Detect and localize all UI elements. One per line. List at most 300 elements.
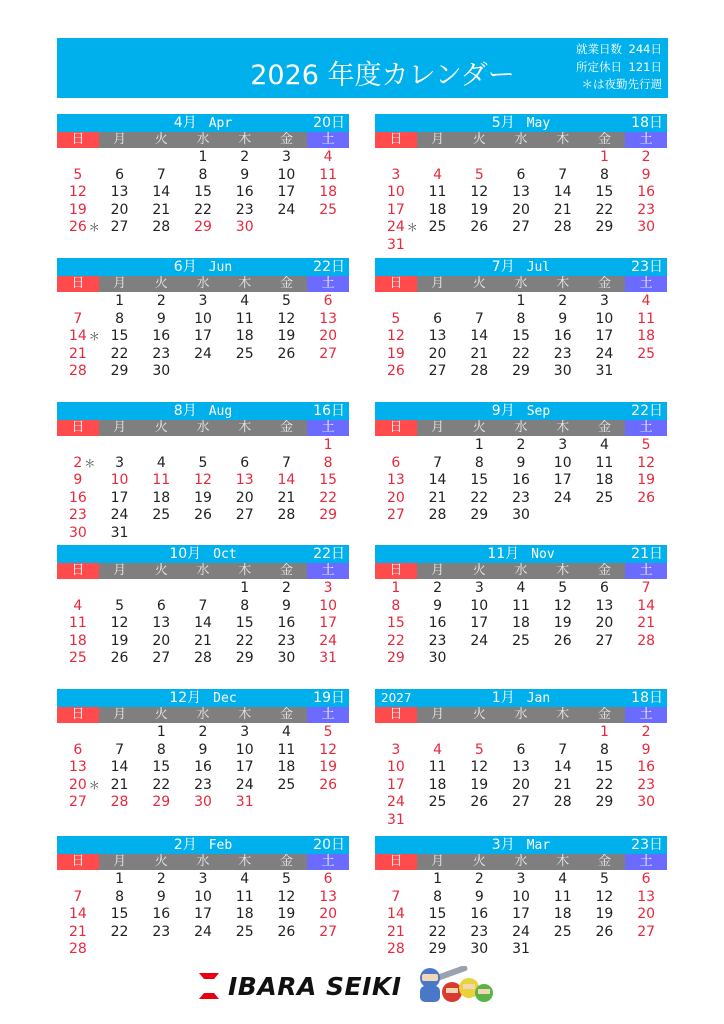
day-cell (458, 310, 500, 328)
day-cell (458, 870, 500, 888)
day-number: 23 (512, 489, 530, 506)
weekday-label: 金 (266, 132, 308, 148)
weekday-label: 火 (140, 132, 182, 148)
day-cell (417, 888, 459, 906)
month-en: Aug (208, 404, 233, 419)
day-cell (500, 614, 542, 632)
weekday-label: 水 (182, 854, 224, 870)
day-cell (307, 436, 349, 454)
day-number: 24 (595, 345, 614, 362)
day-number: 7 (156, 166, 166, 183)
day-cell (182, 888, 224, 906)
day-cell (500, 776, 542, 794)
day-cell (182, 905, 224, 923)
day-number: 21 (110, 776, 129, 793)
weekday-label: 金 (266, 854, 308, 870)
day-cell (224, 310, 266, 328)
weekday-label: 水 (500, 276, 542, 292)
day-cell (140, 614, 182, 632)
day-cell (307, 166, 349, 184)
empty-cell (57, 870, 99, 888)
weekday-label: 水 (182, 420, 224, 436)
day-cell (140, 923, 182, 941)
day-cell (500, 870, 542, 888)
day-cell (417, 776, 459, 794)
month-name (57, 836, 349, 855)
day-number: 15 (595, 759, 614, 776)
month-title-bar (57, 114, 349, 132)
day-cell (625, 345, 667, 363)
day-number: 21 (553, 776, 572, 793)
day-grid (375, 292, 667, 380)
day-cell (417, 166, 459, 184)
day-cell (224, 292, 266, 310)
day-cell (307, 327, 349, 345)
day-cell (224, 218, 266, 236)
day-cell (224, 489, 266, 507)
day-grid (375, 436, 667, 524)
weekday-label: 金 (266, 707, 308, 723)
day-number: 23 (68, 507, 87, 524)
day-number: 8 (115, 888, 125, 905)
empty-cell (57, 292, 99, 310)
day-number: 18 (428, 201, 447, 218)
day-number: 23 (553, 345, 572, 362)
day-cell (625, 183, 667, 201)
working-days-stat (576, 41, 662, 59)
day-number: 22 (235, 632, 254, 649)
day-cell (500, 183, 542, 201)
day-number: 22 (319, 489, 338, 506)
day-cell (458, 579, 500, 597)
day-number: 21 (68, 345, 87, 362)
day-number: 19 (319, 759, 338, 776)
weekday-label: 日 (57, 420, 99, 436)
page-title: 2026 年度カレンダー (250, 60, 515, 91)
day-number: 28 (68, 941, 87, 958)
day-number: 5 (281, 293, 291, 309)
day-cell (417, 923, 459, 941)
weekday-label: 水 (500, 132, 542, 148)
day-cell (458, 506, 500, 524)
company-logo (196, 966, 494, 1006)
day-number: 20 (512, 201, 530, 218)
day-cell (57, 597, 99, 615)
day-cell (140, 201, 182, 219)
day-cell (542, 454, 584, 472)
day-cell (99, 292, 141, 310)
day-number: 14 (68, 906, 87, 923)
day-number: 5 (474, 741, 484, 758)
day-number: 21 (386, 923, 405, 940)
month-jp: 2月 (173, 837, 197, 853)
day-cell (140, 506, 182, 524)
month-title-bar (375, 545, 667, 563)
day-cell (625, 166, 667, 184)
day-cell (57, 614, 99, 632)
day-number: 2 (281, 580, 291, 596)
day-number: 8 (198, 166, 208, 183)
day-number: 9 (240, 166, 250, 183)
day-cell (57, 632, 99, 650)
day-number: 26 (637, 489, 656, 506)
day-cell (584, 579, 626, 597)
day-cell (542, 758, 584, 776)
day-cell (542, 166, 584, 184)
day-number: 9 (474, 888, 484, 905)
day-cell (307, 506, 349, 524)
day-number: 16 (194, 759, 212, 776)
month-name (375, 114, 667, 133)
day-number: 12 (470, 184, 489, 201)
day-grid (57, 292, 349, 380)
day-number: 16 (152, 906, 171, 923)
day-cell (458, 741, 500, 759)
day-cell (584, 614, 626, 632)
day-cell (375, 649, 417, 667)
day-cell (224, 758, 266, 776)
empty-cell (375, 292, 417, 310)
day-number: 26 (386, 363, 405, 380)
weekday-label: 土 (625, 707, 667, 723)
working-days-count: 22日 (313, 259, 345, 275)
day-number: 18 (637, 328, 656, 345)
day-number: 18 (319, 184, 338, 201)
day-number: 10 (553, 454, 572, 471)
day-cell (625, 436, 667, 454)
day-cell (224, 723, 266, 741)
day-cell (375, 362, 417, 380)
day-number: 20 (319, 906, 338, 923)
day-cell (584, 166, 626, 184)
day-number: 16 (637, 184, 656, 201)
day-number: 31 (235, 794, 254, 811)
day-number: 23 (235, 201, 254, 218)
weekday-label: 水 (182, 707, 224, 723)
day-number: 5 (474, 166, 484, 183)
day-cell (182, 218, 224, 236)
day-cell (99, 454, 141, 472)
empty-cell (542, 723, 584, 741)
day-cell (500, 454, 542, 472)
day-number: 16 (428, 615, 447, 632)
day-number: 10 (319, 597, 338, 614)
day-cell (140, 776, 182, 794)
weekday-label: 木 (542, 563, 584, 579)
day-number: 4 (156, 454, 166, 471)
empty-cell (182, 436, 224, 454)
day-number: 28 (152, 219, 171, 236)
day-number: 23 (277, 632, 296, 649)
day-cell (266, 327, 308, 345)
day-number: 13 (319, 888, 338, 905)
day-number: 13 (428, 328, 447, 345)
day-cell (375, 776, 417, 794)
weekday-label: 日 (57, 707, 99, 723)
day-cell (417, 940, 459, 958)
day-number: 26 (277, 345, 296, 362)
weekday-label: 火 (458, 132, 500, 148)
day-cell (584, 183, 626, 201)
day-number: 6 (156, 597, 166, 614)
day-number: 25 (428, 794, 447, 811)
day-number: 6 (115, 166, 125, 183)
weekday-label: 日 (57, 563, 99, 579)
day-number: 21 (277, 489, 296, 506)
day-cell (542, 632, 584, 650)
day-cell (307, 888, 349, 906)
day-number: 30 (235, 219, 254, 236)
day-number: 19 (110, 632, 129, 649)
weekday-header (57, 707, 349, 723)
day-number: 15 (110, 906, 129, 923)
day-cell (140, 327, 182, 345)
day-cell (584, 723, 626, 741)
day-cell (375, 166, 417, 184)
day-number: 27 (152, 650, 171, 667)
day-number: 11 (553, 888, 572, 905)
working-days-count: 22日 (631, 403, 663, 419)
day-number: 3 (474, 580, 484, 596)
day-cell (224, 776, 266, 794)
day-cell (500, 471, 542, 489)
day-number: 13 (595, 597, 614, 614)
day-number: 8 (474, 454, 484, 471)
day-number: 12 (595, 888, 614, 905)
day-number: 4 (433, 741, 443, 758)
day-cell (307, 923, 349, 941)
day-number: 22 (110, 345, 129, 362)
day-number: 30 (68, 524, 87, 541)
day-number: 2 (156, 871, 166, 887)
day-number: 29 (386, 650, 405, 667)
weekday-label: 土 (625, 854, 667, 870)
weekday-label: 木 (224, 132, 266, 148)
day-cell (458, 345, 500, 363)
day-number: 4 (599, 437, 609, 453)
day-cell (182, 183, 224, 201)
month-jp: 1月 (491, 690, 515, 706)
month-jp: 7月 (491, 259, 515, 275)
day-number: 9 (641, 166, 651, 183)
day-number: 22 (194, 201, 212, 218)
day-number: 19 (194, 489, 212, 506)
day-cell (140, 310, 182, 328)
day-number: 29 (595, 794, 614, 811)
day-number: 29 (152, 794, 171, 811)
day-cell (542, 905, 584, 923)
day-cell (542, 201, 584, 219)
day-number: 7 (115, 741, 125, 758)
brand-name: IBARA SEIKI (228, 971, 402, 1001)
day-cell (182, 597, 224, 615)
day-number: 25 (235, 345, 254, 362)
weekday-label: 金 (266, 563, 308, 579)
day-cell (182, 201, 224, 219)
day-number: 30 (637, 794, 656, 811)
day-cell (625, 327, 667, 345)
day-cell (182, 345, 224, 363)
day-cell (625, 870, 667, 888)
month-title-bar (375, 114, 667, 132)
empty-cell (99, 436, 141, 454)
day-number: 1 (240, 580, 250, 596)
day-cell (584, 362, 626, 380)
day-number: 30 (470, 941, 489, 958)
weekday-label: 日 (57, 132, 99, 148)
weekday-label: 月 (99, 420, 141, 436)
day-cell (182, 923, 224, 941)
day-number: 5 (558, 580, 568, 596)
day-cell (625, 218, 667, 236)
day-cell (266, 345, 308, 363)
day-cell (182, 489, 224, 507)
day-number: 11 (428, 759, 447, 776)
day-number: 12 (553, 597, 572, 614)
weekday-label: 日 (375, 276, 417, 292)
day-cell (266, 741, 308, 759)
month-title-bar (57, 258, 349, 276)
day-cell (500, 888, 542, 906)
day-number: 23 (152, 345, 171, 362)
day-grid (375, 579, 667, 667)
day-cell (182, 310, 224, 328)
day-cell (417, 201, 459, 219)
day-cell (542, 292, 584, 310)
day-number: 15 (470, 472, 489, 489)
day-number: 17 (194, 328, 212, 345)
day-cell (584, 345, 626, 363)
day-number: 19 (277, 906, 296, 923)
empty-cell (500, 723, 542, 741)
day-number: 25 (553, 923, 572, 940)
day-cell (140, 597, 182, 615)
day-number: 16 (277, 615, 296, 632)
day-number: 9 (433, 597, 443, 614)
day-cell (542, 362, 584, 380)
stat-value: 121日 (628, 59, 662, 74)
day-cell (182, 723, 224, 741)
day-cell (542, 793, 584, 811)
weekday-header (375, 563, 667, 579)
day-cell (140, 793, 182, 811)
weekday-label: 土 (625, 132, 667, 148)
day-cell (307, 776, 349, 794)
day-cell (224, 471, 266, 489)
day-number: 25 (68, 650, 87, 667)
day-number: 11 (152, 472, 171, 489)
day-cell (266, 489, 308, 507)
day-cell (57, 310, 99, 328)
day-number: 24 (512, 923, 530, 940)
day-cell (542, 614, 584, 632)
day-cell (542, 923, 584, 941)
day-cell (57, 524, 99, 542)
day-cell (182, 166, 224, 184)
day-cell (266, 923, 308, 941)
day-cell (375, 327, 417, 345)
day-number: 12 (277, 888, 296, 905)
day-number: 18 (152, 489, 171, 506)
day-number: 30 (637, 219, 656, 236)
day-number: 26 (319, 776, 338, 793)
day-cell (266, 597, 308, 615)
day-number: 13 (235, 472, 254, 489)
day-cell (542, 310, 584, 328)
day-number: 27 (110, 219, 129, 236)
day-cell (500, 579, 542, 597)
day-number: 22 (152, 776, 171, 793)
day-cell (140, 345, 182, 363)
day-number: 7 (391, 888, 401, 905)
day-cell (500, 327, 542, 345)
day-cell (140, 758, 182, 776)
day-number: 19 (470, 776, 489, 793)
weekday-label: 土 (307, 420, 349, 436)
day-number: 16 (512, 472, 530, 489)
day-number: 5 (198, 454, 208, 471)
day-number: 29 (319, 507, 338, 524)
day-cell (57, 201, 99, 219)
day-number: 29 (595, 219, 614, 236)
day-cell (417, 905, 459, 923)
day-number: 28 (428, 507, 447, 524)
weekday-label: 金 (584, 563, 626, 579)
weekday-label: 月 (417, 420, 459, 436)
day-cell (99, 597, 141, 615)
day-cell (417, 758, 459, 776)
day-number: 6 (391, 454, 401, 471)
day-cell (375, 793, 417, 811)
day-cell (57, 940, 99, 958)
day-cell (307, 649, 349, 667)
day-cell (182, 649, 224, 667)
day-cell (307, 597, 349, 615)
day-cell (140, 888, 182, 906)
day-number: 29 (428, 941, 447, 958)
day-number: 24 (110, 507, 129, 524)
day-number: 28 (110, 794, 129, 811)
weekday-label: 土 (307, 854, 349, 870)
day-number: 20 (319, 328, 338, 345)
day-cell (182, 471, 224, 489)
day-number: 12 (277, 310, 296, 327)
empty-cell (375, 436, 417, 454)
day-cell (417, 632, 459, 650)
day-number: 14 (152, 184, 171, 201)
day-number: 18 (235, 328, 254, 345)
weekday-label: 月 (99, 563, 141, 579)
weekday-label: 水 (500, 707, 542, 723)
day-cell (99, 632, 141, 650)
day-cell (584, 793, 626, 811)
day-cell (140, 166, 182, 184)
month-jp: 11月 (487, 546, 520, 562)
empty-cell (375, 723, 417, 741)
month-title-bar (375, 689, 667, 707)
day-cell (224, 579, 266, 597)
day-number: 3 (558, 437, 568, 453)
month-en: Sep (526, 404, 551, 419)
month-dec (57, 689, 349, 811)
day-number: 7 (198, 597, 208, 614)
day-cell (458, 614, 500, 632)
day-number: 18 (428, 776, 447, 793)
day-number: 10 (194, 888, 212, 905)
day-cell (307, 614, 349, 632)
day-cell (99, 905, 141, 923)
day-cell (542, 888, 584, 906)
